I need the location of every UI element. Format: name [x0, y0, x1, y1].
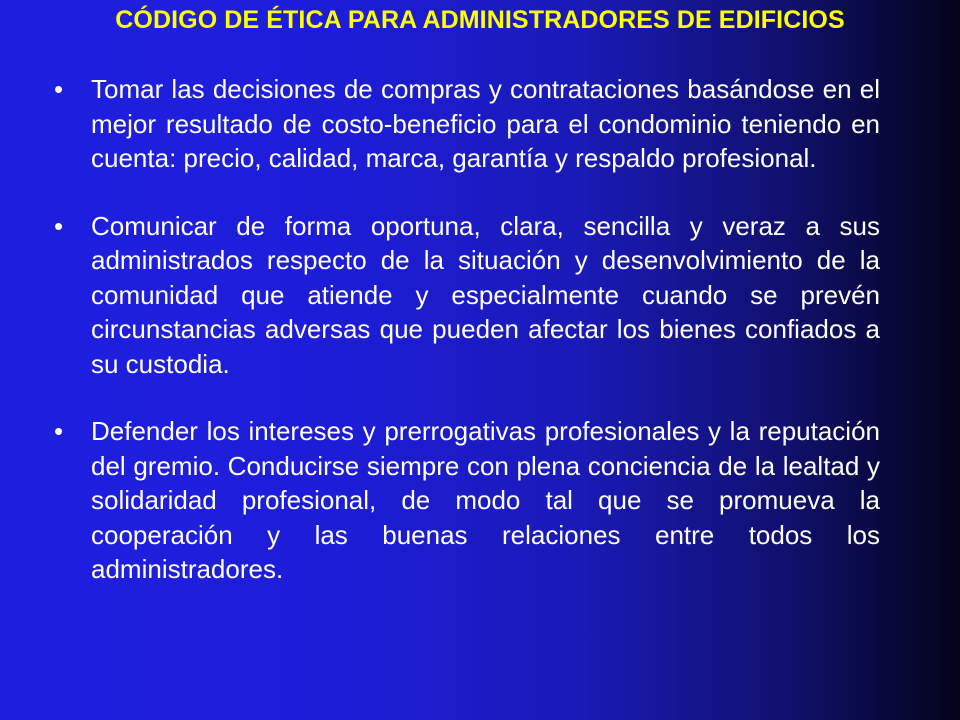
bullet-icon: •	[54, 74, 64, 104]
slide-title: CÓDIGO DE ÉTICA PARA ADMINISTRADORES DE EDIFICIOS	[115, 6, 845, 34]
bullet-text: Tomar las decisiones de compras y contrataciones basándose en el mejor resultado de costo-beneficio para el condominio teniendo en cuenta: precio, calidad, marca, garantía y respaldo profesional.	[91, 74, 880, 173]
bullet-text: Defender los intereses y prerrogativas profesionales y la reputación del gremio. Conducirse siempre con plena conciencia de la lealtad y solidaridad profesional, de modo tal que se promueva la cooperación y las buenas relaciones entre todos los administradores.	[91, 416, 880, 584]
bullet-item-purchases	[54, 72, 880, 176]
bullet-icon: •	[54, 416, 64, 446]
bullet-item-defense	[54, 414, 880, 587]
bullet-icon: •	[54, 210, 64, 241]
bullet-list	[54, 72, 880, 620]
bullet-text: Comunicar de forma oportuna, clara, sencilla y veraz a sus administrados respecto de la situación y desenvolvimiento de la comunidad que atiende y especialmente cuando se prevén circunstancias adversas que pueden afectar los bienes confiados a su custodia.	[91, 210, 880, 379]
bullet-item-communication	[54, 209, 880, 382]
